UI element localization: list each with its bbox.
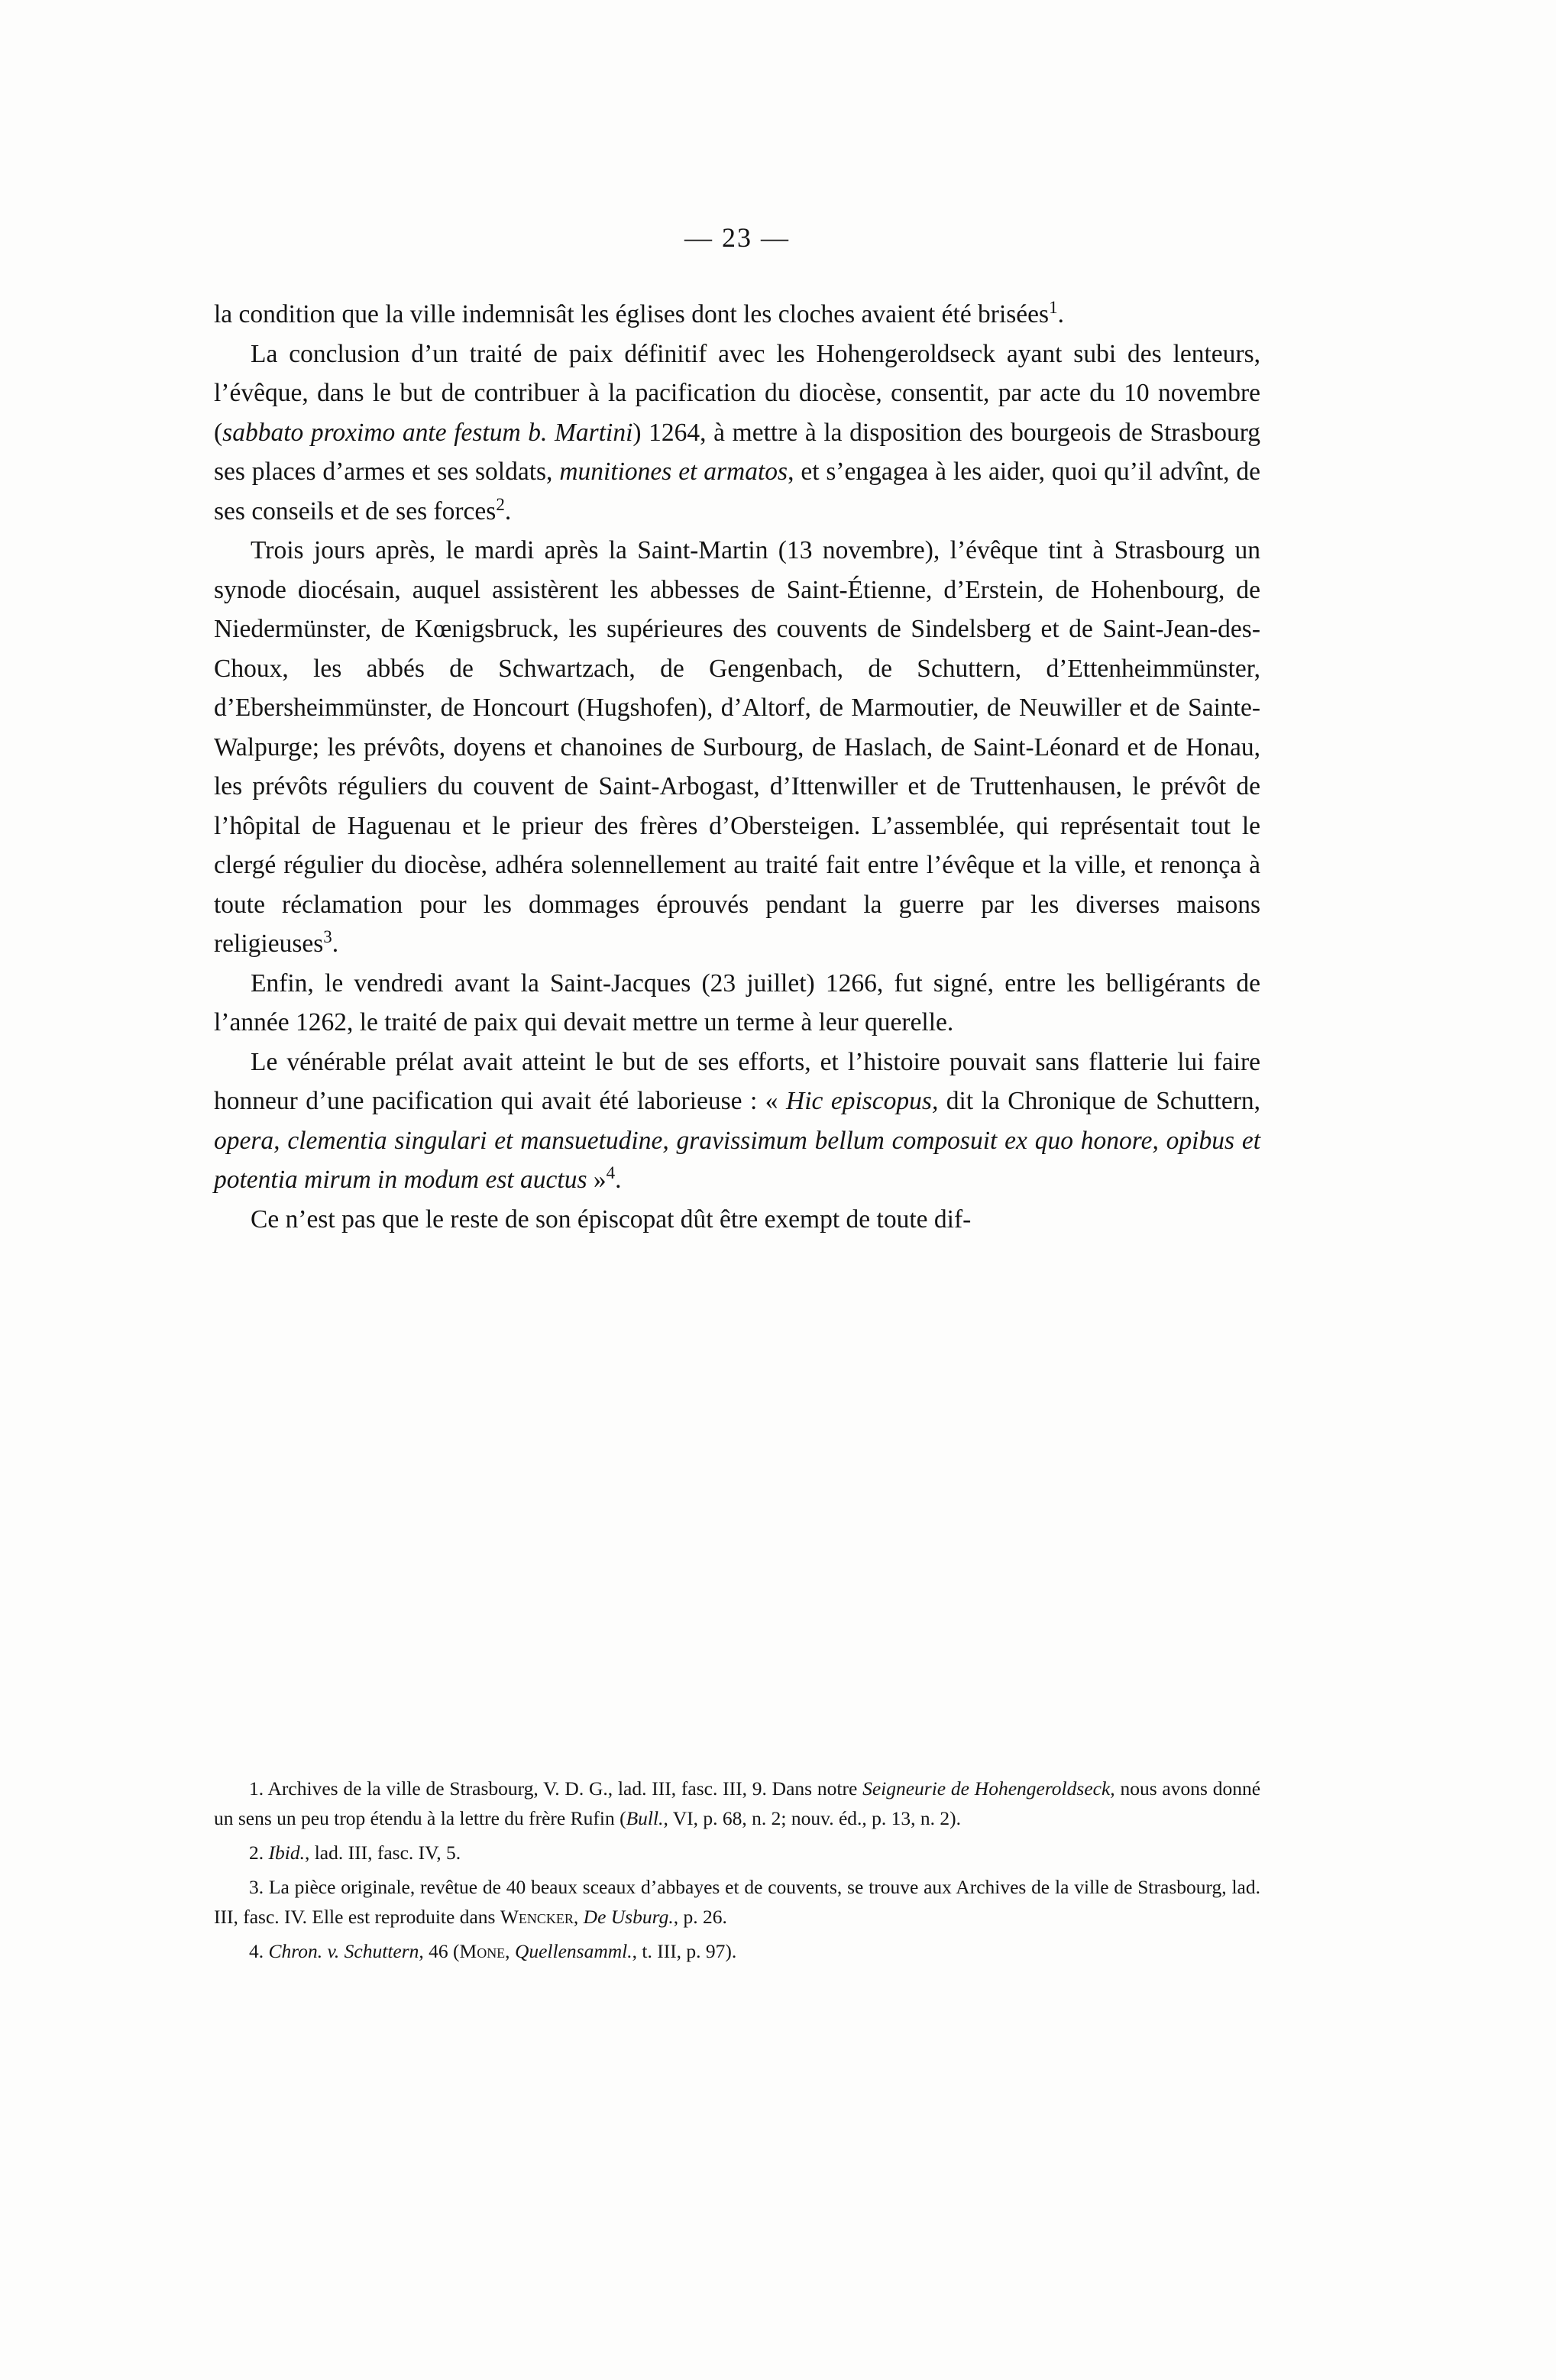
body-paragraph <box>214 531 1260 964</box>
text-run: Ce n’est pas que le reste de son épiscopat dût être exempt de toute dif- <box>251 1205 972 1234</box>
footnote-marker[interactable]: 2 <box>496 494 505 514</box>
small-caps-text: Wencker, <box>500 1906 579 1928</box>
text-run: 1. Archives de la ville de Strasbourg, V. D. G., lad. III, fasc. III, 9. Dans notre <box>249 1777 863 1800</box>
footnote-item <box>214 1872 1260 1932</box>
body-paragraph <box>214 335 1260 532</box>
text-run: La conclusion d’un traité de paix définitif avec les Hohengeroldseck ayant subi des lenteurs, l’évêque, dans le but de contribuer à la pacification du diocèse, consentit, par acte du 10 novembre ( <box>214 339 1260 447</box>
italic-text: Chron. v. Schuttern, <box>268 1940 424 1962</box>
small-caps-text: Mone, <box>459 1940 510 1962</box>
text-run: nous avons donné un sens un peu trop étendu à la lettre du frère Rufin ( <box>214 1777 1261 1829</box>
page-text-column <box>214 222 1260 1239</box>
text-run: . <box>332 930 339 958</box>
text-run: , t. III, p. 97). <box>632 1940 737 1962</box>
text-run: , p. 26. <box>673 1906 727 1928</box>
text-run: » <box>587 1166 607 1194</box>
footnote-item <box>214 1936 1260 1966</box>
footnote-marker[interactable]: 4 <box>606 1163 616 1182</box>
italic-text: munitiones et armatos <box>559 458 788 486</box>
text-run: Le vénérable prélat avait atteint le but de ses efforts, et l’histoire pouvait sans flatterie lui faire honneur d’une pacification qui avait été laborieuse : « <box>214 1047 1260 1115</box>
body-paragraph <box>214 1200 1260 1240</box>
footnotes-block <box>214 1751 1260 1971</box>
body-text <box>214 295 1260 1239</box>
footnote-marker[interactable]: 3 <box>323 926 332 946</box>
italic-text: De Usburg. <box>583 1906 674 1928</box>
footnote-list <box>214 1774 1260 1966</box>
italic-text: Quellensamml. <box>514 1940 632 1962</box>
text-run: 3. La pièce originale, revêtue de 40 beaux sceaux d’abbayes et de couvents, se trouve aux Archives de la ville de Strasbourg, lad. III, fasc. IV. Elle est reproduite dans <box>214 1876 1260 1928</box>
body-paragraph <box>214 295 1260 335</box>
italic-text: Seigneurie de Hohengeroldseck, <box>862 1777 1115 1800</box>
text-run: la condition que la ville indemnisât les églises dont les cloches avaient été brisées <box>214 300 1050 328</box>
text-run: dit la Chronique de Schuttern, <box>938 1087 1260 1115</box>
footnote-item <box>214 1838 1260 1867</box>
body-paragraph <box>214 964 1260 1043</box>
footnote-item <box>214 1774 1260 1833</box>
text-run: , lad. III, fasc. IV, 5. <box>304 1842 461 1864</box>
body-paragraph <box>214 1043 1260 1200</box>
text-run: 2. <box>249 1842 269 1864</box>
italic-text: opera, clementia singulari et mansuetudine, gravissimum bellum composuit ex quo honore, opibus et potentia mirum in modum est auctus <box>214 1126 1260 1194</box>
text-run: . <box>504 496 512 525</box>
italic-text: sabbato proximo ante festum b. Martini <box>222 418 633 447</box>
text-run: Trois jours après, le mardi après la Saint-Martin (13 novembre), l’évêque tint à Strasbourg un synode diocésain, auquel assistèrent les abbesses de Saint-Étienne, d’Erstein, de Hohenbourg, de Niedermünster, de Kœnigsbruck, les supérieures des couvents de Sindelsberg et de Saint-Jean-des-Choux, les abbés de Schwartzach, de Gengenbach, de Schuttern, d’Ettenheimmünster, d’Ebersheimmünster, de Honcourt (Hugshofen), d’Altorf, de Marmoutier, de Neuwiller et de Sainte-Walpurge; les prévôts, doyens et chanoines de Surbourg, de Haslach, de Saint-Léonard et de Honau, les prévôts réguliers du couvent de Saint-Arbogast, d’Ittenwiller et de Truttenhausen, le prévôt de l’hôpital de Haguenau et le prieur des frères d’Obersteigen. L’assemblée, qui représentait tout le clergé régulier du diocèse, adhéra solennellement au traité fait entre l’évêque et la ville, et renonça à toute réclamation pour les dommages éprouvés pendant la guerre par les diverses maisons religieuses <box>214 536 1260 958</box>
text-run: . <box>1057 300 1064 328</box>
text-run: 4. <box>249 1940 269 1962</box>
text-run: , et s’engagea à les aider, quoi qu’il advînt, de ses conseils et de ses forces <box>214 458 1260 525</box>
italic-text: Bull. <box>626 1807 664 1829</box>
italic-text: Hic episcopus, <box>786 1087 939 1115</box>
text-run: Enfin, le vendredi avant la Saint-Jacques (23 juillet) 1266, fut signé, entre les belligérants de l’année 1262, le traité de paix qui devait mettre un terme à leur querelle. <box>214 968 1260 1036</box>
text-run: , VI, p. 68, n. 2; nouv. éd., p. 13, n. 2). <box>663 1807 962 1829</box>
footnote-marker[interactable]: 1 <box>1049 297 1058 317</box>
page-number: — 23 — <box>684 222 790 253</box>
italic-text: Ibid. <box>268 1842 305 1864</box>
text-run: 46 ( <box>423 1940 460 1962</box>
text-run: . <box>615 1166 622 1194</box>
text-run: ) 1264, à mettre à la disposition des bourgeois de Strasbourg ses places d’armes et ses soldats, <box>214 418 1261 486</box>
